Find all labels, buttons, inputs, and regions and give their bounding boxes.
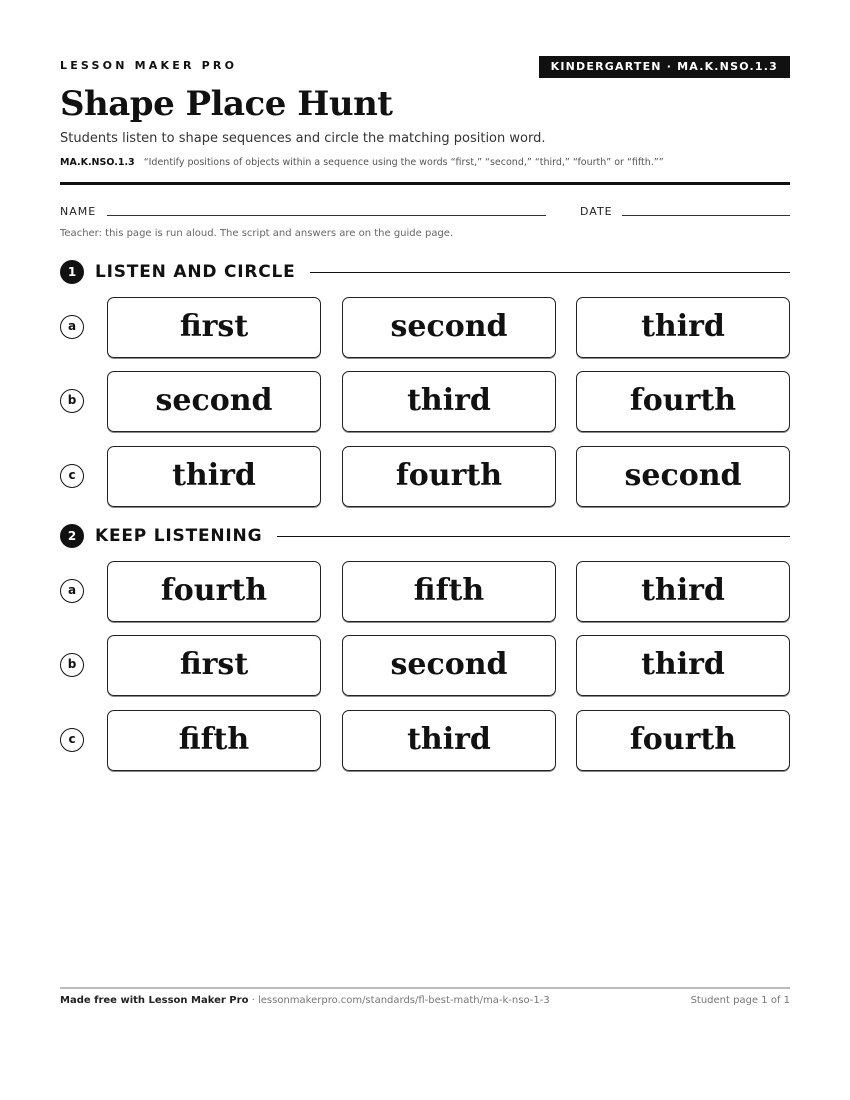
name-field[interactable] (107, 215, 546, 216)
standard-code: MA.K.NSO.1.3 (60, 157, 135, 168)
question-row (60, 371, 790, 433)
section-title: KEEP LISTENING (95, 526, 263, 546)
answer-choice[interactable]: third (342, 710, 556, 771)
answer-choice[interactable]: fifth (342, 561, 556, 622)
date-label: DATE (580, 205, 613, 218)
standard-text: “Identify positions of objects within a sequence using the words “first,” “second,” “third,” “fourth” or “fifth.”” (143, 157, 664, 168)
standard-line (60, 157, 664, 168)
worksheet-page (60, 0, 790, 1100)
footer-divider (60, 987, 790, 989)
page-title: Shape Place Hunt (60, 84, 393, 124)
date-field[interactable] (622, 215, 790, 216)
name-label: NAME (60, 205, 97, 218)
top-bar (60, 56, 790, 80)
question-row (60, 710, 790, 772)
answer-choice[interactable]: first (107, 635, 321, 696)
question-row (60, 635, 790, 697)
answer-choice[interactable]: third (576, 635, 790, 696)
answer-choice[interactable]: fifth (107, 710, 321, 771)
row-letter-badge: c (60, 728, 84, 752)
row-letter-badge: a (60, 315, 84, 339)
answer-choice[interactable]: fourth (576, 371, 790, 432)
footer-page-label: Student page 1 of 1 (690, 995, 790, 1006)
row-letter-badge: a (60, 579, 84, 603)
question-row (60, 561, 790, 623)
footer-made-with: Made free with Lesson Maker Pro (60, 995, 249, 1006)
answer-choice[interactable]: fourth (342, 446, 556, 507)
footer-credit (60, 995, 550, 1006)
section-rule (310, 272, 790, 273)
footer-url: · lessonmakerpro.com/standards/fl-best-math/ma-k-nso-1-3 (248, 995, 550, 1006)
answer-choice[interactable]: second (342, 635, 556, 696)
answer-choice[interactable]: fourth (107, 561, 321, 622)
answer-choice[interactable]: third (576, 561, 790, 622)
header-divider (60, 182, 790, 185)
teacher-note: Teacher: this page is run aloud. The script and answers are on the guide page. (60, 228, 454, 239)
question-row (60, 297, 790, 359)
answer-choice[interactable]: third (107, 446, 321, 507)
row-letter-badge: b (60, 389, 84, 413)
page-subtitle: Students listen to shape sequences and circle the matching position word. (60, 131, 546, 146)
question-row (60, 446, 790, 508)
answer-choice[interactable]: third (576, 297, 790, 358)
section-title: LISTEN AND CIRCLE (95, 262, 296, 282)
section-number-badge: 2 (60, 524, 84, 548)
answer-choice[interactable]: first (107, 297, 321, 358)
answer-choice[interactable]: second (107, 371, 321, 432)
brand-name: LESSON MAKER PRO (60, 59, 238, 72)
section-2-header (60, 524, 790, 548)
section-number-badge: 1 (60, 260, 84, 284)
section-rule (277, 536, 790, 537)
section-1-header (60, 260, 790, 284)
row-letter-badge: c (60, 464, 84, 488)
answer-choice[interactable]: fourth (576, 710, 790, 771)
answer-choice[interactable]: third (342, 371, 556, 432)
answer-choice[interactable]: second (576, 446, 790, 507)
row-letter-badge: b (60, 653, 84, 677)
answer-choice[interactable]: second (342, 297, 556, 358)
grade-badge: KINDERGARTEN · MA.K.NSO.1.3 (539, 56, 790, 78)
